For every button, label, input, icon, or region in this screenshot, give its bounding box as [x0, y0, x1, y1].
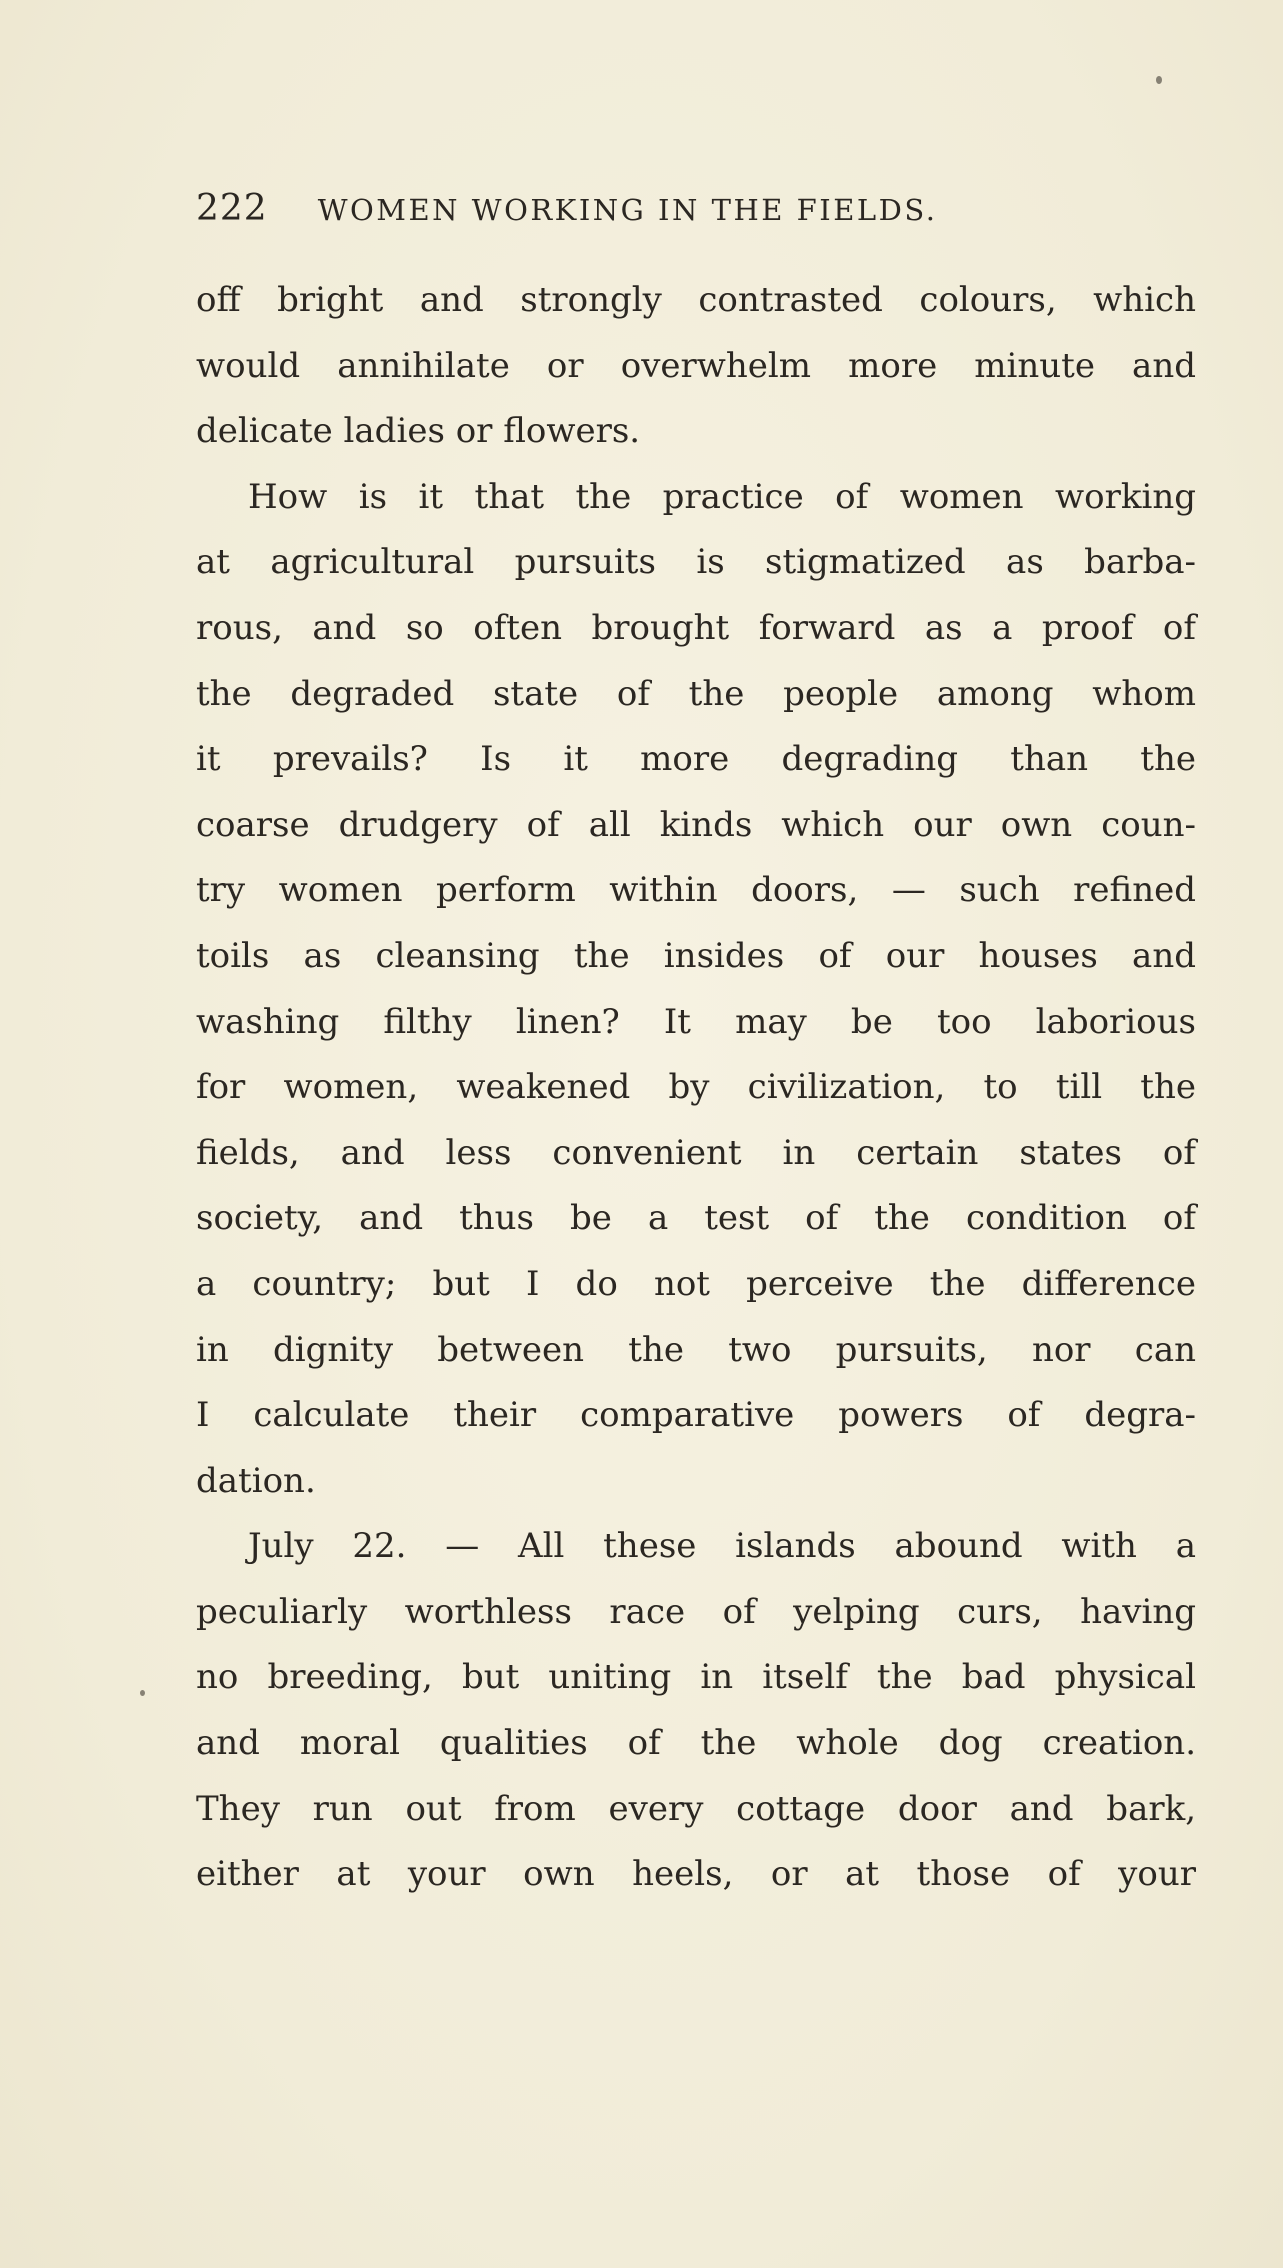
specks [140, 1690, 145, 1696]
text-line: try women perform within doors, — such refined [196, 870, 1196, 911]
text-line: rous, and so often brought forward as a proof of [196, 607, 1196, 648]
text-line: off bright and strongly contrasted colours, which [196, 280, 1196, 320]
text-line: They run out from every cottage door and bark, [196, 1788, 1196, 1829]
text-line: How is it that the practice of women working [248, 476, 1196, 517]
specks [1156, 76, 1162, 84]
text-line: at agricultural pursuits is stigmatized as barba- [196, 542, 1196, 583]
text-line: it prevails? Is it more degrading than the [196, 739, 1196, 780]
running-head-title: WOMEN WORKING IN THE FIELDS. [317, 193, 938, 227]
text-line: a country; but I do not perceive the difference [196, 1263, 1196, 1304]
body-text [196, 268, 1196, 1908]
text-line: July 22. — All these islands abound with a [248, 1526, 1196, 1567]
text-line: washing filthy linen? It may be too laborious [196, 1001, 1196, 1042]
text-line: coarse drudgery of all kinds which our own coun- [196, 804, 1196, 845]
text-line: I calculate their comparative powers of degra- [196, 1395, 1196, 1436]
text-line: for women, weakened by civilization, to till the [196, 1067, 1196, 1108]
running-head [196, 188, 1196, 236]
text-line: the degraded state of the people among whom [196, 673, 1196, 714]
text-line: society, and thus be a test of the condition of [196, 1198, 1196, 1239]
text-line: fields, and less convenient in certain states of [196, 1132, 1196, 1173]
text-line: either at your own heels, or at those of your [196, 1854, 1196, 1895]
text-line: would annihilate or overwhelm more minute and [196, 345, 1196, 386]
page-number: 222 [196, 188, 268, 229]
text-line: peculiarly worthless race of yelping curs, having [196, 1591, 1196, 1632]
text-line: delicate ladies or flowers. [196, 411, 641, 452]
text-line: dation. [196, 1460, 316, 1501]
text-line: no breeding, but uniting in itself the bad physical [196, 1657, 1196, 1698]
text-line: in dignity between the two pursuits, nor can [196, 1329, 1196, 1370]
text-line: toils as cleansing the insides of our houses and [196, 935, 1196, 976]
text-line: and moral qualities of the whole dog creation. [196, 1723, 1196, 1764]
